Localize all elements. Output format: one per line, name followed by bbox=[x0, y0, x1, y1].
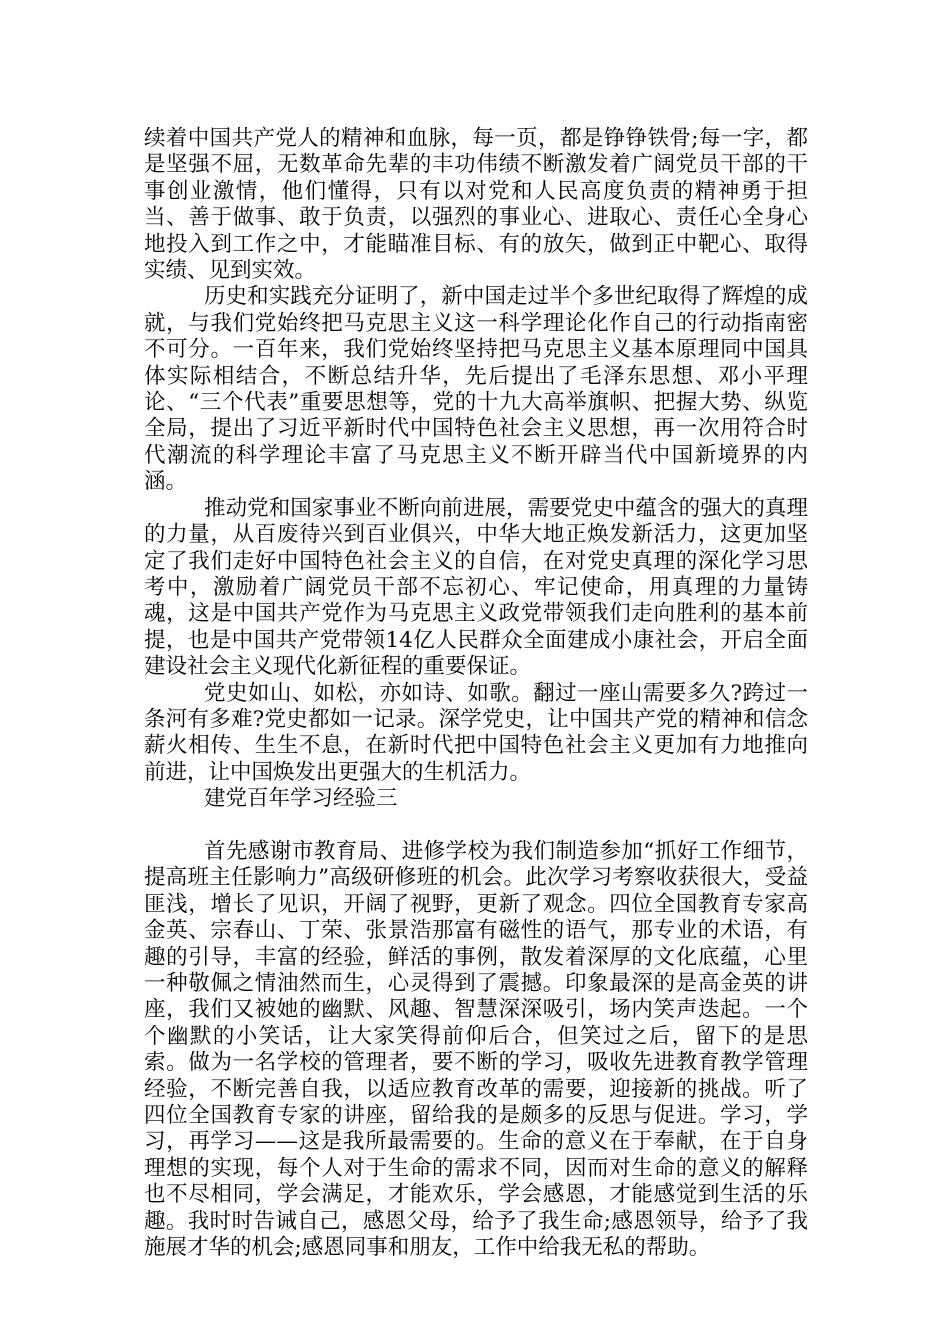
blank-line bbox=[144, 813, 808, 839]
paragraph-training-reflection: 首先感谢市教育局、进修学校为我们制造参加“抓好工作细节，提高班主任影响力”高级研修班的机会。此次学习考察收获很大，受益匪浅，增长了见识，开阔了视野，更新了观念。四位全国教育专家高金英、宗春山、丁荣、张景浩那富有磁性的语气，那专业的术语，有趣的引导，丰富的经验，鲜活的事例，散发着深厚的文化底蕴，心里一种敬佩之情油然而生，心灵得到了震撼。印象最深的是高金英的讲座，我们又被她的幽默、风趣、智慧深深吸引，场内笑声迭起。一个个幽默的小笑话，让大家笑得前仰后合，但笑过之后，留下的是思索。做为一名学校的管理者，要不断的学习，吸收先进教育教学管理经验，不断完善自我，以适应教育改革的需要，迎接新的挑战。听了四位全国教育专家的讲座，留给我的是颇多的反思与促进。学习，学习，再学习——这是我所最需要的。生命的意义在于奉献，在于自身理想的实现，每个人对于生命的需求不同，因而对生命的意义的解释也不尽相同，学会满足，才能欢乐，学会感恩，才能感觉到生活的乐趣。我时时告诫自己，感恩父母，给予了我生命;感恩领导，给予了我施展才华的机会;感恩同事和朋友，工作中给我无私的帮助。 bbox=[144, 838, 808, 1261]
paragraph-truth-power: 推动党和国家事业不断向前进展，需要党史中蕴含的强大的真理的力量，从百废待兴到百业俱兴，中华大地正焕发新活力，这更加坚定了我们走好中国特色社会主义的自信，在对党史真理的深化学习思考中，激励着广阔党员干部不忘初心、牢记使命，用真理的力量铸魂，这是中国共产党作为马克思主义政党带领我们走向胜利的基本前提，也是中国共产党带领14亿人民群众全面建成小康社会，开启全面建设社会主义现代化新征程的重要保证。 bbox=[144, 495, 808, 680]
document-page bbox=[144, 126, 808, 1261]
paragraph-history-practice: 历史和实践充分证明了，新中国走过半个多世纪取得了辉煌的成就，与我们党始终把马克思主义这一科学理论化作自己的行动指南密不可分。一百年来，我们党始终坚持把马克思主义基本原理同中国具体实际相结合，不断总结升华，先后提出了毛泽东思想、邓小平理论、“三个代表”重要思想等，党的十九大高举旗帜、把握大势、纵览全局，提出了习近平新时代中国特色社会主义思想，再一次用符合时代潮流的科学理论丰富了马克思主义不断开辟当代中国新境界的内涵。 bbox=[144, 284, 808, 495]
paragraph-continuation: 续着中国共产党人的精神和血脉，每一页，都是铮铮铁骨;每一字，都是坚强不屈，无数革命先辈的丰功伟绩不断激发着广阔党员干部的干事创业激情，他们懂得，只有以对党和人民高度负责的精神勇于担当、善于做事、敢于负责，以强烈的事业心、进取心、责任心全身心地投入到工作之中，才能瞄准目标、有的放矢，做到正中靶心、取得实绩、见到实效。 bbox=[144, 126, 808, 284]
section-heading: 建党百年学习经验三 bbox=[204, 786, 398, 812]
paragraph-party-history-poem: 党史如山、如松，亦如诗、如歌。翻过一座山需要多久?跨过一条河有多难?党史都如一记录。深学党史，让中国共产党的精神和信念薪火相传、生生不息，在新时代把中国特色社会主义更加有力地推向前进，让中国焕发出更强大的生机活力。 bbox=[144, 680, 808, 785]
